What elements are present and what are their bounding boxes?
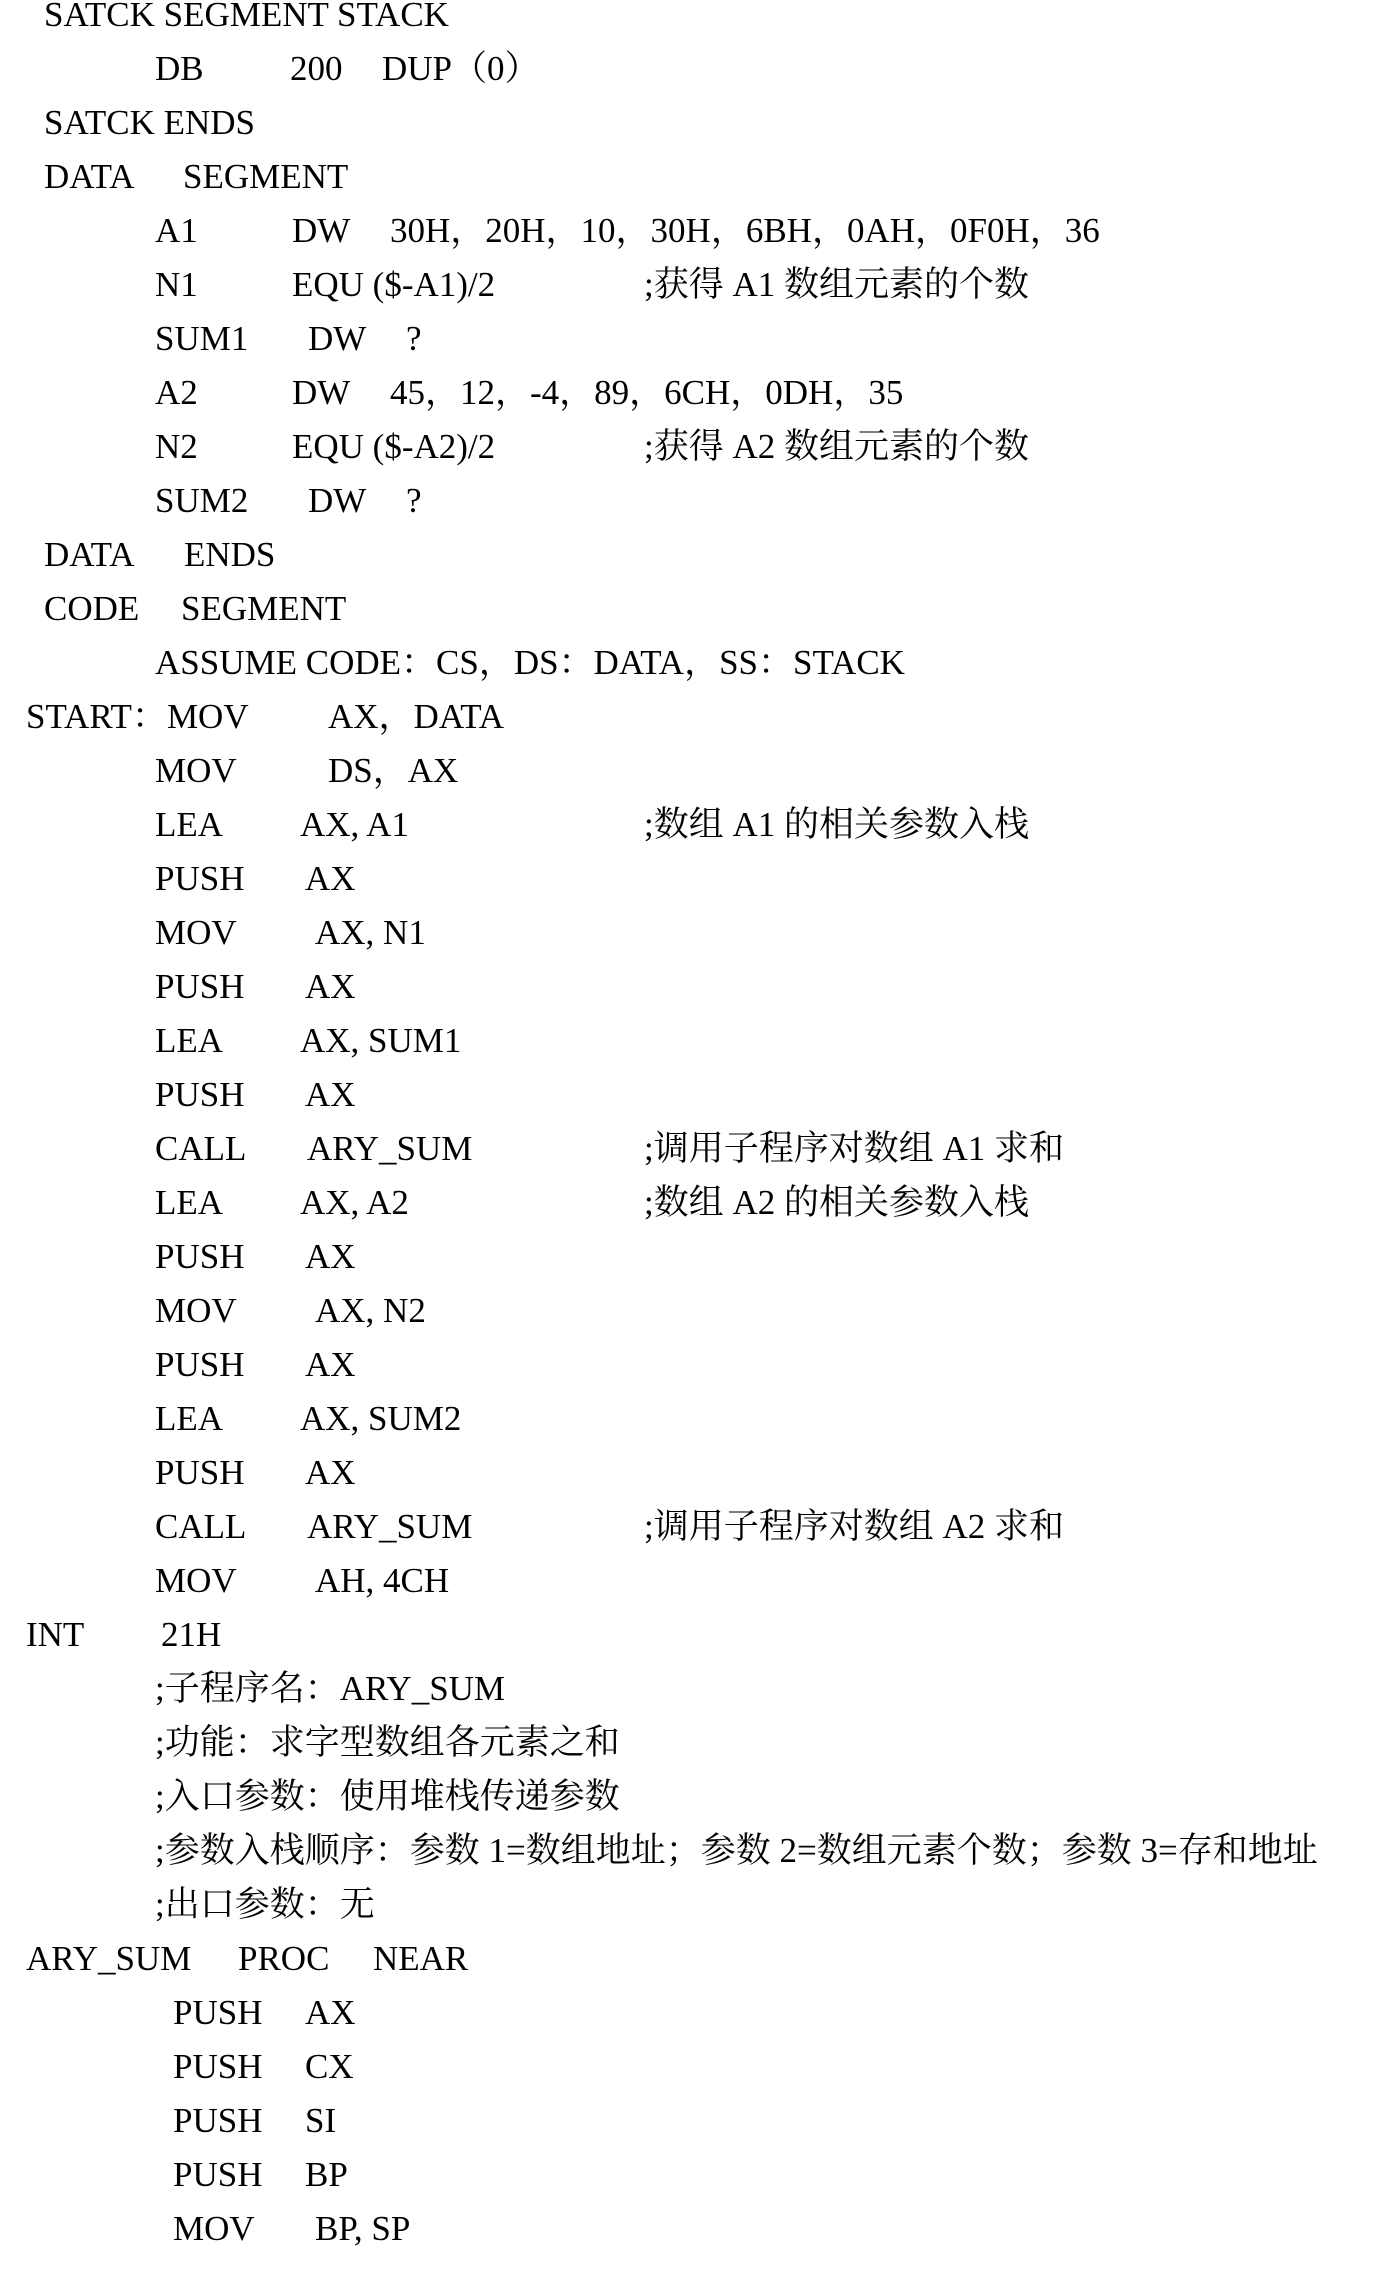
code-token: MOV: [155, 751, 237, 790]
code-token: ENDS: [184, 535, 276, 574]
code-comment: ;调用子程序对数组 A1 求和: [644, 1129, 1065, 1168]
code-token: DW: [292, 211, 351, 250]
code-token: LEA: [155, 1183, 224, 1222]
code-token: DW: [308, 319, 367, 358]
code-label: ARY_SUM: [26, 1939, 192, 1978]
code-token: A1: [155, 211, 198, 250]
code-token: CALL: [155, 1507, 247, 1546]
code-token: SEGMENT: [181, 589, 347, 628]
code-token: PUSH: [173, 2101, 263, 2140]
code-token: N2: [155, 427, 198, 466]
code-token: AX, SUM1: [300, 1021, 462, 1060]
code-token: LEA: [155, 1021, 224, 1060]
code-token: PUSH: [155, 1345, 245, 1384]
code-token: PROC: [238, 1939, 330, 1978]
code-token: 21H: [161, 1615, 222, 1654]
code-token: ?: [406, 319, 422, 358]
code-comment: ;数组 A1 的相关参数入栈: [644, 805, 1030, 844]
code-comment: ;调用子程序对数组 A2 求和: [644, 1507, 1065, 1546]
code-token: MOV: [155, 1291, 237, 1330]
code-token: PUSH: [155, 1237, 245, 1276]
code-token: DATA: [44, 535, 135, 574]
code-token: PUSH: [155, 967, 245, 1006]
code-token: DS，AX: [328, 751, 459, 790]
code-token: 200: [290, 49, 343, 88]
code-token: INT: [26, 1615, 85, 1654]
code-token: MOV: [173, 2209, 255, 2248]
code-token: AX, N2: [315, 1291, 426, 1330]
code-token: PUSH: [155, 859, 245, 898]
code-token: MOV: [155, 913, 237, 952]
code-token: ?: [406, 481, 422, 520]
code-token: AX, A1: [300, 805, 409, 844]
code-token: DATA: [44, 157, 135, 196]
code-token: SATCK SEGMENT STACK: [44, 0, 449, 34]
code-token: AX: [305, 1993, 356, 2032]
code-token: PUSH: [155, 1453, 245, 1492]
code-token: PUSH: [155, 1075, 245, 1114]
code-token: PUSH: [173, 2155, 263, 2194]
code-token: CX: [305, 2047, 354, 2086]
code-comment: ;参数入栈顺序：参数 1=数组地址；参数 2=数组元素个数；参数 3=存和地址: [155, 1831, 1318, 1870]
code-token: MOV: [155, 1561, 237, 1600]
code-comment: ;子程序名：ARY_SUM: [155, 1669, 506, 1708]
code-token: AX: [305, 1075, 356, 1114]
code-token: PUSH: [173, 1993, 263, 2032]
code-token: BP: [305, 2155, 348, 2194]
code-token: CODE: [44, 589, 140, 628]
code-token: AX，DATA: [328, 697, 505, 736]
code-token: 45，12，-4，89，6CH，0DH，35: [390, 373, 904, 412]
code-label: START：MOV: [26, 697, 249, 736]
code-token: DB: [155, 49, 204, 88]
code-token: NEAR: [373, 1939, 469, 1978]
code-token: BP, SP: [315, 2209, 411, 2248]
code-token: ASSUME CODE：CS，DS：DATA，SS：STACK: [155, 643, 905, 682]
code-comment: ;数组 A2 的相关参数入栈: [644, 1183, 1030, 1222]
code-token: ARY_SUM: [307, 1507, 473, 1546]
code-token: A2: [155, 373, 198, 412]
code-token: EQU ($-A2)/2: [292, 427, 496, 466]
code-comment: ;入口参数：使用堆栈传递参数: [155, 1777, 620, 1816]
code-token: AH, 4CH: [315, 1561, 450, 1600]
code-token: SUM1: [155, 319, 249, 358]
code-token: 30H，20H，10，30H，6BH，0AH，0F0H，36: [390, 211, 1100, 250]
code-token: AX, SUM2: [300, 1399, 462, 1438]
code-token: EQU ($-A1)/2: [292, 265, 496, 304]
code-token: AX: [305, 1237, 356, 1276]
code-token: LEA: [155, 1399, 224, 1438]
code-token: ARY_SUM: [307, 1129, 473, 1168]
code-token: PUSH: [173, 2047, 263, 2086]
code-token: AX: [305, 859, 356, 898]
code-token: LEA: [155, 805, 224, 844]
code-token: AX: [305, 1453, 356, 1492]
code-token: SUM2: [155, 481, 249, 520]
code-token: SEGMENT: [183, 157, 349, 196]
code-token: DUP（0）: [382, 49, 540, 88]
code-comment: ;获得 A2 数组元素的个数: [644, 427, 1030, 466]
code-comment: ;获得 A1 数组元素的个数: [644, 265, 1030, 304]
code-token: DW: [292, 373, 351, 412]
code-token: SATCK ENDS: [44, 103, 256, 142]
code-token: SI: [305, 2101, 337, 2140]
code-token: AX, N1: [315, 913, 426, 952]
code-token: AX: [305, 1345, 356, 1384]
code-token: CALL: [155, 1129, 247, 1168]
code-token: DW: [308, 481, 367, 520]
code-token: AX: [305, 967, 356, 1006]
code-token: AX, A2: [300, 1183, 409, 1222]
code-token: N1: [155, 265, 198, 304]
code-comment: ;功能：求字型数组各元素之和: [155, 1723, 620, 1762]
code-comment: ;出口参数：无: [155, 1885, 375, 1924]
